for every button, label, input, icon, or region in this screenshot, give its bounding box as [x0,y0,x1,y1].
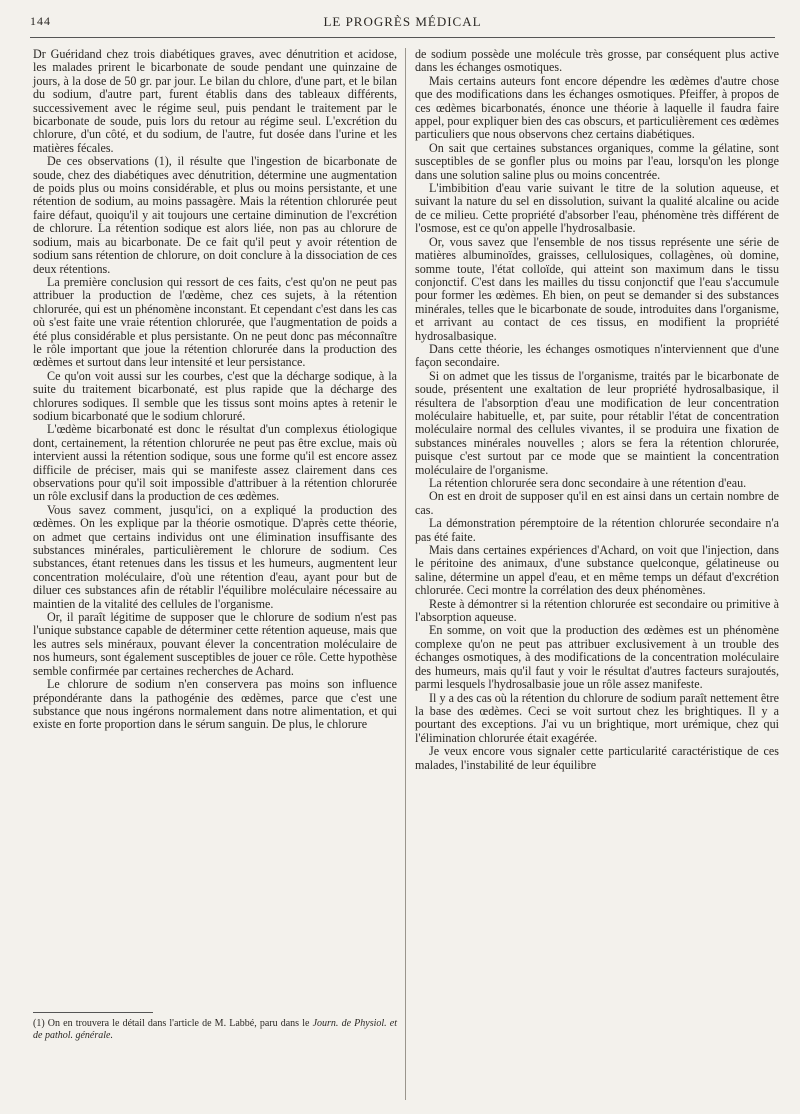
column-divider [405,48,406,1100]
paragraph: Le chlorure de sodium n'en conservera pas moins son influence prépondérante dans la pathogénie des œdèmes, parce que c'est une substance que nous ingérons normalement dans notre alimentation, et qui existe en forte proportion dans le sérum sanguin. De plus, le chlorure [33,677,397,732]
right-column [415,48,779,1108]
paragraph: Mais certains auteurs font encore dépendre les œdèmes d'autre chose que des modifications dans les échanges osmotiques. Pfeiffer, à propos de ces œdèmes bicarbonatés, énonce une théorie à laquelle il faudra faire appel, pour expliquer bien des cas obscurs, et particulièrement ces œdèmes particuliers que nous observons chez certains diabétiques. [415,73,779,142]
paragraph: On est en droit de supposer qu'il en est ainsi dans un certain nombre de cas. [415,489,779,517]
journal-title: LE PROGRÈS MÉDICAL [323,14,482,29]
paragraph: L'imbibition d'eau varie suivant le titre de la solution aqueuse, et suivant la nature du sel en dissolution, suivant la qualité alcaline ou acide de ce milieu. Cette propriété d'absorber l'eau, phénomène très différent de l'osmose, est ce qu'on appelle l'hydrosalbasie. [415,181,779,236]
paragraph: Dr Guéridand chez trois diabétiques graves, avec dénutrition et acidose, les malades prirent le bicarbonate de soude pendant une quinzaine de jours, à la dose de 50 gr. par jour. Le bilan du chlore, d'une part, et le bilan du sodium, d'autre part, furent établis dans des tableaux différents, successivement avec le régime seul, puis pendant le traitement par le bicarbonate de soude, puis lors du retour au régime seul. L'excrétion du chlorure, d'un côté, et du sodium, de l'autre, fut dosée dans l'urine et les matières fécales. [33,47,397,155]
paragraph: Dans cette théorie, les échanges osmotiques n'interviennent que d'une façon secondaire. [415,341,779,370]
paragraph: De ces observations (1), il résulte que l'ingestion de bicarbonate de soude, chez des diabétiques avec dénutrition, détermine une augmentation de poids plus ou moins considérable, et plus ou moins persistante, et une rétention de sodium, au moins passagère. Mais la rétention chlorurée peut faire défaut, quoiqu'il y ait toujours une certaine diminution de l'excrétion de chlorure. La rétention sodique est alors liée, non pas au chlorure de sodium, mais au bicarbonate. De ce fait qu'il peut y avoir rétention de sodium sans rétention de chlorure, on doit conclure à la dissociation de ces deux rétentions. [33,154,397,276]
paragraph: On sait que certaines substances organiques, comme la gélatine, sont susceptibles de se gonfler plus ou moins par l'eau, lorsqu'on les plonge dans une solution saline plus ou moins concentrée. [415,140,779,182]
paragraph: La démonstration péremptoire de la rétention chlorurée secondaire n'a pas été faite. [415,516,779,544]
page-number: 144 [30,14,51,28]
left-column [33,48,397,1048]
footnote [33,1018,397,1042]
paragraph: Mais dans certaines expériences d'Achard, on voit que l'injection, dans le péritoine des animaux, d'une substance quelconque, gélatineuse ou saline, détermine un appel d'eau, et en même temps un défaut d'excrétion chlorurée. Ceci montre la corrélation des deux phénomènes. [415,543,779,598]
paragraph: En somme, on voit que la production des œdèmes est un phénomène complexe qu'on ne peut pas attribuer exclusivement à un trouble des échanges osmotiques, à des modifications de la concentration moléculaire des humeurs, mais qu'il faut y voir le résultat d'autres facteurs surajoutés, parmi lesquels l'hydrosalbasie joue un rôle assez manifeste. [415,623,779,692]
footnote-journal: Journ. de Physiol. et de pathol. générale. [33,1018,398,1041]
paragraph: La rétention chlorurée sera donc secondaire à une rétention d'eau. [429,476,747,490]
paragraph: La première conclusion qui ressort de ces faits, c'est qu'on ne peut pas attribuer la production de l'œdème, chez ces sujets, à la rétention chlorurée, qui est un phénomène inconstant. Et cependant c'est dans les cas où s'est faite une vraie rétention chlorurée, que l'augmentation de poids a été plus considérable et plus persistante. On ne peut donc pas méconnaître le rôle important que joue la rétention chlorurée dans la production des œdèmes et surtout dans leur intensité et leur persistance. [33,274,397,370]
paragraph: Or, il paraît légitime de supposer que le chlorure de sodium n'est pas l'unique substance capable de déterminer cette rétention aqueuse, mais que les autres sels minéraux, pouvant élever la concentration moléculaire de nos humeurs, sont également susceptibles de jouer ce rôle. Cette hypothèse semble confirmée par certaines recherches de Achard. [33,610,397,678]
paragraph: L'œdème bicarbonaté est donc le résultat d'un complexus étiologique dont, certainement, la rétention chlorurée ne peut pas être exclue, mais où intervient aussi la rétention sodique, sous une forme qu'il est encore assez difficile de préciser, mais qui se manifeste assez clairement dans ces observations pour qu'il soit impossible d'attribuer à la rétention chlorurée un rôle exclusif dans la production de ces œdèmes. [33,422,397,504]
footnote-text: (1) On en trouvera le détail dans l'article de M. Labbé, paru dans le [33,1018,313,1029]
page-header [30,12,775,36]
paragraph: Si on admet que les tissus de l'organisme, traités par le bicarbonate de soude, présentent une exaltation de leur propriété hydrosalbasique, il résultera de l'absorption d'eau une modification de leur concentration moléculaire habituelle, et, par suite, pour rétablir l'état de concentration moléculaire normal des cellules vivantes, il se produira une fixation de substances minérales nouvelles ; alors se fera la rétention chlorurée, puisque c'est surtout par ce mode que se maintient la concentration moléculaire de l'organisme. [415,368,779,477]
paragraph: Or, vous savez que l'ensemble de nos tissus représente une série de matières albuminoïdes, graisses, cellulosiques, collagènes, où domine, somme toute, l'état colloïde, qui atteint son maximum dans le tissu conjonctif. C'est dans les mailles du tissu conjonctif que l'eau s'accumule pour former les œdèmes. Eh bien, on peut se demander si des substances minérales, telles que le bicarbonate de soude, introduites dans l'organisme, et arrivant au contact de ces tissus, en modifient la propriété hydrosalbasique. [415,234,779,343]
paragraph: Reste à démontrer si la rétention chlorurée est secondaire ou primitive à l'absorption aqueuse. [415,596,779,625]
header-rule [30,37,775,38]
paragraph: Il y a des cas où la rétention du chlorure de sodium paraît nettement être la base des œdèmes. Ceci se voit surtout chez les brightiques. Il y a pourtant des exceptions. J'ai vu un brightique, mort urémique, chez qui l'élimination chlorurée était exagérée. [415,690,779,745]
paragraph: Vous savez comment, jusqu'ici, on a expliqué la production des œdèmes. On les explique par la théorie osmotique. D'après cette théorie, on admet que certains individus ont une élimination insuffisante des substances minérales, particulièrement le chlorure de sodium. Ces substances, étant retenues dans les tissus et les humeurs, augmentent leur concentration moléculaire, d'où une rétention d'eau, ayant pour but de diluer ces substances afin de rétablir l'équilibre moléculaire nécessaire au maintien de la vitalité des cellules de l'organisme. [33,502,397,611]
paragraph: de sodium possède une molécule très grosse, par conséquent plus active dans les échanges osmotiques. [415,47,779,75]
paragraph: Ce qu'on voit aussi sur les courbes, c'est que la décharge sodique, à la suite du traitement bicarbonaté, est plus rapide que la décharge des chlorures sodiques. Il semble que les tissus sont moins aptes à retenir le sodium bicarbonaté que le sodium chloruré. [33,368,397,423]
paragraph: Je veux encore vous signaler cette particularité caractéristique de ces malades, l'instabilité de leur équilibre [415,744,779,772]
footnote-rule [33,1012,153,1013]
